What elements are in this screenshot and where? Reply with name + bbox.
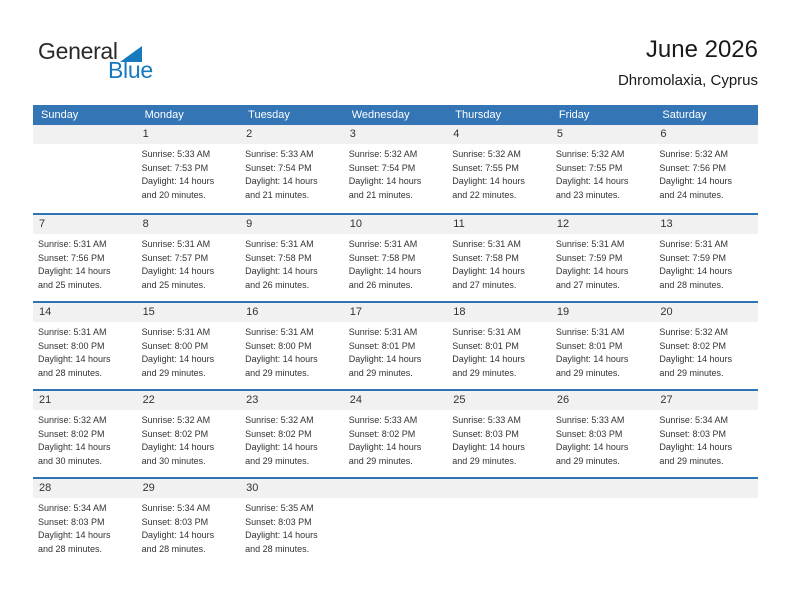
sunrise-text: Sunrise: 5:33 AM	[348, 415, 418, 425]
day-details	[344, 322, 448, 380]
day-number: 4	[447, 125, 551, 144]
day-number: 8	[137, 215, 241, 234]
day-number: 12	[551, 215, 655, 234]
day-details	[447, 498, 551, 502]
day-cell	[137, 125, 241, 213]
day-cell	[240, 479, 344, 565]
sunset-text: Sunset: 7:56 PM	[659, 162, 726, 173]
day-cell	[344, 125, 448, 213]
day-cell	[654, 215, 758, 301]
day-cell	[447, 215, 551, 301]
sunrise-text: Sunrise: 5:33 AM	[245, 149, 314, 159]
daylight-text: Daylight: 14 hours and 29 minutes.	[555, 354, 629, 378]
day-number: 18	[447, 303, 551, 322]
day-details	[137, 144, 241, 202]
day-number	[447, 479, 551, 498]
daylight-text: Daylight: 14 hours and 29 minutes.	[348, 354, 422, 378]
day-details	[137, 234, 241, 292]
day-details	[137, 322, 241, 380]
day-details	[33, 144, 137, 148]
sunrise-text: Sunrise: 5:33 AM	[141, 149, 211, 159]
weekday-label: Wednesday	[351, 109, 410, 121]
day-details	[551, 322, 655, 380]
daylight-text: Daylight: 14 hours and 29 minutes.	[348, 442, 422, 466]
day-details	[447, 234, 551, 292]
sunrise-text: Sunrise: 5:31 AM	[452, 327, 521, 337]
page-title: June 2026	[645, 36, 758, 63]
day-cell	[33, 215, 137, 301]
sunrise-text: Sunrise: 5:33 AM	[452, 415, 521, 425]
day-number: 13	[654, 215, 758, 234]
sunset-text: Sunset: 8:00 PM	[245, 340, 312, 351]
sunrise-text: Sunrise: 5:32 AM	[245, 415, 314, 425]
day-number: 23	[240, 391, 344, 410]
day-details	[654, 322, 758, 380]
sunrise-text: Sunrise: 5:34 AM	[659, 415, 728, 425]
day-number: 19	[551, 303, 655, 322]
day-details	[447, 410, 551, 468]
daylight-text: Daylight: 14 hours and 26 minutes.	[245, 266, 318, 290]
day-cell	[344, 215, 448, 301]
day-details	[240, 410, 344, 468]
day-cell	[551, 125, 655, 213]
day-cell	[654, 303, 758, 389]
sunrise-text: Sunrise: 5:31 AM	[245, 239, 314, 249]
day-details	[344, 410, 448, 468]
daylight-text: Daylight: 14 hours and 29 minutes.	[452, 354, 525, 378]
day-cell	[551, 479, 655, 565]
sunrise-text: Sunrise: 5:33 AM	[555, 415, 625, 425]
sunrise-text: Sunrise: 5:31 AM	[141, 239, 211, 249]
day-cell	[33, 479, 137, 565]
sunset-text: Sunset: 7:58 PM	[452, 252, 519, 263]
day-number: 25	[447, 391, 551, 410]
day-details	[551, 498, 655, 502]
day-cell	[240, 125, 344, 213]
day-number: 29	[137, 479, 241, 498]
daylight-text: Daylight: 14 hours and 29 minutes.	[245, 442, 318, 466]
day-details	[33, 498, 137, 556]
day-details	[240, 322, 344, 380]
day-details	[137, 410, 241, 468]
day-cell	[551, 215, 655, 301]
daylight-text: Daylight: 14 hours and 23 minutes.	[555, 176, 629, 200]
weekday-label: Monday	[144, 109, 184, 121]
day-number	[551, 479, 655, 498]
day-details	[447, 144, 551, 202]
daylight-text: Daylight: 14 hours and 28 minutes.	[245, 530, 318, 554]
day-details	[654, 234, 758, 292]
sunset-text: Sunset: 8:02 PM	[141, 428, 209, 439]
day-number: 20	[654, 303, 758, 322]
day-number	[654, 479, 758, 498]
day-number: 3	[344, 125, 448, 144]
daylight-text: Daylight: 14 hours and 30 minutes.	[38, 442, 111, 466]
day-cell	[344, 479, 448, 565]
day-cell	[137, 479, 241, 565]
day-cell	[33, 391, 137, 477]
day-cell	[344, 303, 448, 389]
sunrise-text: Sunrise: 5:31 AM	[141, 327, 211, 337]
sunset-text: Sunset: 7:57 PM	[141, 252, 209, 263]
sunset-text: Sunset: 8:01 PM	[452, 340, 519, 351]
sunrise-text: Sunrise: 5:32 AM	[659, 149, 728, 159]
week-row	[33, 389, 758, 477]
sunrise-text: Sunrise: 5:31 AM	[348, 327, 418, 337]
day-details	[33, 234, 137, 292]
daylight-text: Daylight: 14 hours and 27 minutes.	[555, 266, 629, 290]
logo-general-text: General	[38, 38, 118, 64]
title-block	[618, 36, 758, 90]
sunset-text: Sunset: 8:01 PM	[555, 340, 623, 351]
day-number: 17	[344, 303, 448, 322]
sunrise-text: Sunrise: 5:31 AM	[38, 239, 107, 249]
sunset-text: Sunset: 8:03 PM	[555, 428, 623, 439]
day-cell	[240, 303, 344, 389]
day-cell	[344, 391, 448, 477]
day-cell	[654, 125, 758, 213]
location-subtitle: Dhromolaxia, Cyprus	[617, 72, 758, 89]
weekday-label: Thursday	[455, 109, 502, 121]
day-number: 21	[33, 391, 137, 410]
sunset-text: Sunset: 7:56 PM	[38, 252, 105, 263]
day-details	[33, 410, 137, 468]
weekday-label: Tuesday	[248, 109, 290, 121]
day-cell	[137, 215, 241, 301]
sunset-text: Sunset: 8:00 PM	[141, 340, 209, 351]
day-details	[344, 144, 448, 202]
sunset-text: Sunset: 7:55 PM	[555, 162, 623, 173]
daylight-text: Daylight: 14 hours and 21 minutes.	[348, 176, 422, 200]
sunset-text: Sunset: 7:54 PM	[348, 162, 416, 173]
day-number: 15	[137, 303, 241, 322]
daylight-text: Daylight: 14 hours and 29 minutes.	[245, 354, 318, 378]
sunset-text: Sunset: 7:58 PM	[245, 252, 312, 263]
day-cell	[551, 303, 655, 389]
daylight-text: Daylight: 14 hours and 29 minutes.	[659, 442, 732, 466]
day-details	[33, 322, 137, 380]
day-details	[551, 234, 655, 292]
daylight-text: Daylight: 14 hours and 21 minutes.	[245, 176, 318, 200]
sunrise-text: Sunrise: 5:32 AM	[141, 415, 211, 425]
daylight-text: Daylight: 14 hours and 30 minutes.	[141, 442, 215, 466]
day-number: 26	[551, 391, 655, 410]
weekday-label: Sunday	[41, 109, 79, 121]
sunrise-text: Sunrise: 5:32 AM	[659, 327, 728, 337]
day-number: 1	[137, 125, 241, 144]
day-number: 9	[240, 215, 344, 234]
day-number	[344, 479, 448, 498]
day-number: 27	[654, 391, 758, 410]
week-row	[33, 213, 758, 301]
day-cell	[33, 125, 137, 213]
day-number: 22	[137, 391, 241, 410]
sunset-text: Sunset: 8:03 PM	[659, 428, 726, 439]
day-cell	[447, 303, 551, 389]
day-details	[344, 234, 448, 292]
daylight-text: Daylight: 14 hours and 29 minutes.	[659, 354, 732, 378]
sunrise-text: Sunrise: 5:32 AM	[38, 415, 107, 425]
day-number: 6	[654, 125, 758, 144]
daylight-text: Daylight: 14 hours and 29 minutes.	[452, 442, 525, 466]
sunrise-text: Sunrise: 5:35 AM	[245, 503, 314, 513]
sunset-text: Sunset: 8:03 PM	[452, 428, 519, 439]
day-details	[551, 410, 655, 468]
sunrise-text: Sunrise: 5:32 AM	[452, 149, 521, 159]
sunset-text: Sunset: 8:00 PM	[38, 340, 105, 351]
day-details	[137, 498, 241, 556]
daylight-text: Daylight: 14 hours and 25 minutes.	[141, 266, 215, 290]
sunrise-text: Sunrise: 5:31 AM	[348, 239, 418, 249]
sunset-text: Sunset: 7:54 PM	[245, 162, 312, 173]
day-cell	[551, 391, 655, 477]
sunset-text: Sunset: 8:02 PM	[348, 428, 416, 439]
day-number: 16	[240, 303, 344, 322]
logo	[38, 40, 153, 82]
daylight-text: Daylight: 14 hours and 28 minutes.	[141, 530, 215, 554]
sunset-text: Sunset: 7:53 PM	[141, 162, 209, 173]
sunset-text: Sunset: 7:55 PM	[452, 162, 519, 173]
sunrise-text: Sunrise: 5:32 AM	[348, 149, 418, 159]
day-cell	[137, 391, 241, 477]
sunrise-text: Sunrise: 5:32 AM	[555, 149, 625, 159]
day-details	[551, 144, 655, 202]
sunrise-text: Sunrise: 5:31 AM	[659, 239, 728, 249]
daylight-text: Daylight: 14 hours and 26 minutes.	[348, 266, 422, 290]
day-number: 11	[447, 215, 551, 234]
sunrise-text: Sunrise: 5:31 AM	[555, 327, 625, 337]
day-details	[344, 498, 448, 502]
sunset-text: Sunset: 8:03 PM	[245, 516, 312, 527]
calendar-table	[33, 105, 758, 565]
sunset-text: Sunset: 7:58 PM	[348, 252, 416, 263]
week-row	[33, 125, 758, 213]
daylight-text: Daylight: 14 hours and 27 minutes.	[452, 266, 525, 290]
sunrise-text: Sunrise: 5:34 AM	[38, 503, 107, 513]
sunset-text: Sunset: 8:02 PM	[38, 428, 105, 439]
day-cell	[447, 479, 551, 565]
day-cell	[654, 391, 758, 477]
day-details	[240, 144, 344, 202]
sunrise-text: Sunrise: 5:31 AM	[452, 239, 521, 249]
day-number	[33, 125, 137, 144]
calendar-weeks	[33, 125, 758, 565]
day-cell	[240, 215, 344, 301]
day-number: 24	[344, 391, 448, 410]
daylight-text: Daylight: 14 hours and 22 minutes.	[452, 176, 525, 200]
sunrise-text: Sunrise: 5:31 AM	[555, 239, 625, 249]
day-cell	[137, 303, 241, 389]
daylight-text: Daylight: 14 hours and 25 minutes.	[38, 266, 111, 290]
daylight-text: Daylight: 14 hours and 28 minutes.	[38, 530, 111, 554]
sunrise-text: Sunrise: 5:31 AM	[38, 327, 107, 337]
day-number: 5	[551, 125, 655, 144]
day-cell	[447, 391, 551, 477]
logo-blue-text: Blue	[108, 57, 153, 83]
weekday-label: Saturday	[662, 109, 707, 121]
week-row	[33, 301, 758, 389]
sunset-text: Sunset: 7:59 PM	[659, 252, 726, 263]
sunrise-text: Sunrise: 5:34 AM	[141, 503, 211, 513]
day-details	[240, 498, 344, 556]
weekday-label: Friday	[558, 109, 590, 121]
day-cell	[33, 303, 137, 389]
day-details	[240, 234, 344, 292]
day-details	[654, 144, 758, 202]
day-details	[654, 410, 758, 468]
day-details	[654, 498, 758, 502]
daylight-text: Daylight: 14 hours and 29 minutes.	[555, 442, 629, 466]
week-row	[33, 477, 758, 565]
sunset-text: Sunset: 8:02 PM	[245, 428, 312, 439]
sunset-text: Sunset: 8:02 PM	[659, 340, 726, 351]
day-details	[447, 322, 551, 380]
day-number: 14	[33, 303, 137, 322]
day-number: 30	[240, 479, 344, 498]
day-cell	[447, 125, 551, 213]
sunset-text: Sunset: 8:03 PM	[141, 516, 209, 527]
sunrise-text: Sunrise: 5:31 AM	[245, 327, 314, 337]
day-number: 7	[33, 215, 137, 234]
day-number: 2	[240, 125, 344, 144]
day-number: 10	[344, 215, 448, 234]
daylight-text: Daylight: 14 hours and 24 minutes.	[659, 176, 732, 200]
sunset-text: Sunset: 8:03 PM	[38, 516, 105, 527]
weekday-header-row	[33, 105, 758, 125]
daylight-text: Daylight: 14 hours and 29 minutes.	[141, 354, 215, 378]
daylight-text: Daylight: 14 hours and 28 minutes.	[659, 266, 732, 290]
daylight-text: Daylight: 14 hours and 28 minutes.	[38, 354, 111, 378]
day-cell	[654, 479, 758, 565]
sunset-text: Sunset: 8:01 PM	[348, 340, 416, 351]
day-number: 28	[33, 479, 137, 498]
day-cell	[240, 391, 344, 477]
daylight-text: Daylight: 14 hours and 20 minutes.	[141, 176, 215, 200]
sunset-text: Sunset: 7:59 PM	[555, 252, 623, 263]
